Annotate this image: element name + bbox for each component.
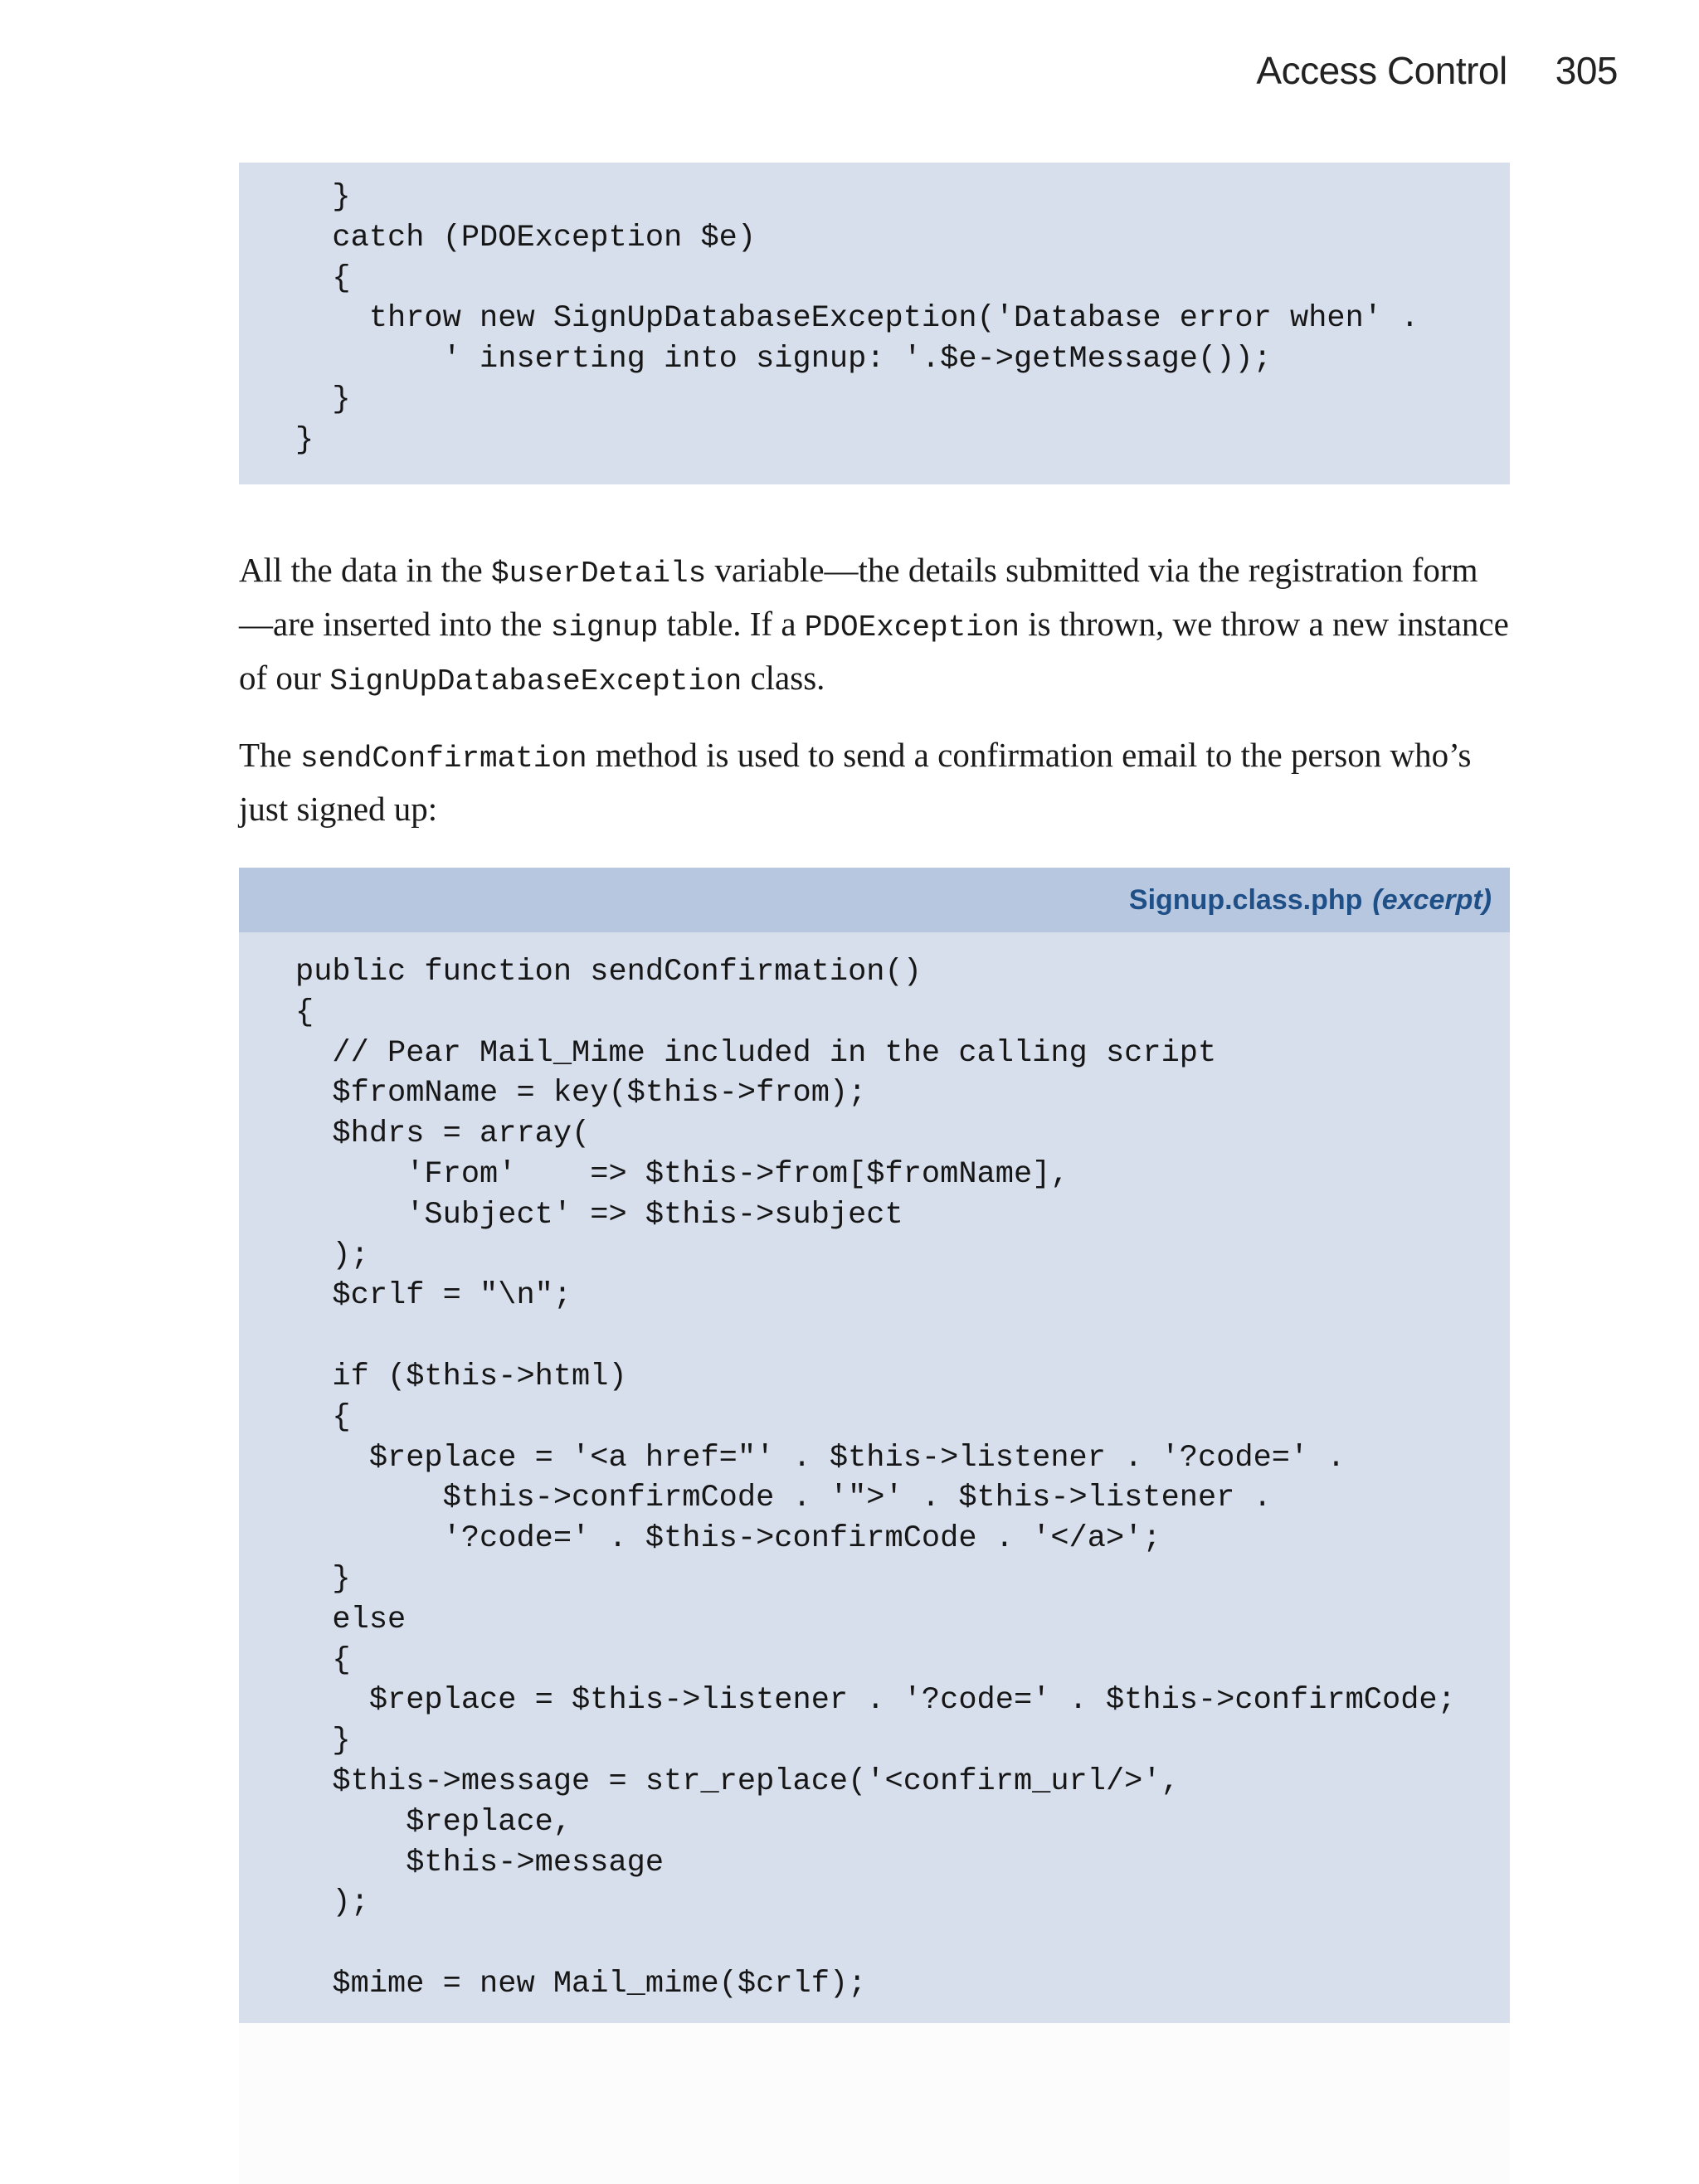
body-paragraph	[239, 545, 1510, 707]
body-paragraph	[239, 730, 1510, 834]
code-listing: } catch (PDOException $e) { throw new SignUpDatabaseException('Database error when' . ' inserting into signup: '.$e->getMessage()); } }	[295, 180, 1419, 458]
code-filename: Signup.class.php	[1128, 883, 1363, 916]
inline-code: $userDetails	[491, 557, 707, 591]
chapter-title: Access Control	[1256, 49, 1507, 92]
code-filename-header	[239, 868, 1510, 932]
text-run: All the data in the	[239, 551, 491, 589]
text-run: variable—the details submitted via the registration form—are inserted into the	[239, 551, 1478, 643]
text-run: method is used to send a confirmation email to the person who’s just signed up:	[239, 736, 1472, 828]
text-run: table. If a	[658, 605, 805, 643]
inline-code: sendConfirmation	[300, 742, 587, 776]
text-run: is thrown, we throw a new instance of our	[239, 605, 1509, 697]
page-bottom-shade	[239, 2023, 1510, 2184]
text-run: class.	[742, 659, 825, 697]
inline-code: SignUpDatabaseException	[329, 664, 742, 698]
text-run: The	[239, 736, 300, 774]
code-listing: public function sendConfirmation() { // Pear Mail_Mime included in the calling script $fromName = key($this->from); $hdrs = array( 'From' => $this->from[$fromName], 'Subject' => $this->subject ); $crlf = "\n"; if ($this->html) { $replace = '<a href="' . $this->listener . '?code=' . $this->confirmCode . '">' . $this->listener . '?code=' . $this->confirmCode . '</a>'; } else { $replace = $this->listener . '?code=' . $this->confirmCode; } $this->message = str_replace('<confirm_url/>', $replace, $this->message ); $mime = new Mail_mime($crlf);	[295, 955, 1456, 2002]
running-head	[1256, 48, 1618, 93]
code-block-continued	[239, 163, 1510, 484]
code-block-signup-excerpt	[239, 868, 1510, 2023]
inline-code: signup	[550, 610, 659, 644]
page-number: 305	[1555, 49, 1618, 92]
code-filename-note: (excerpt)	[1372, 883, 1492, 916]
inline-code: PDOException	[804, 610, 1020, 644]
